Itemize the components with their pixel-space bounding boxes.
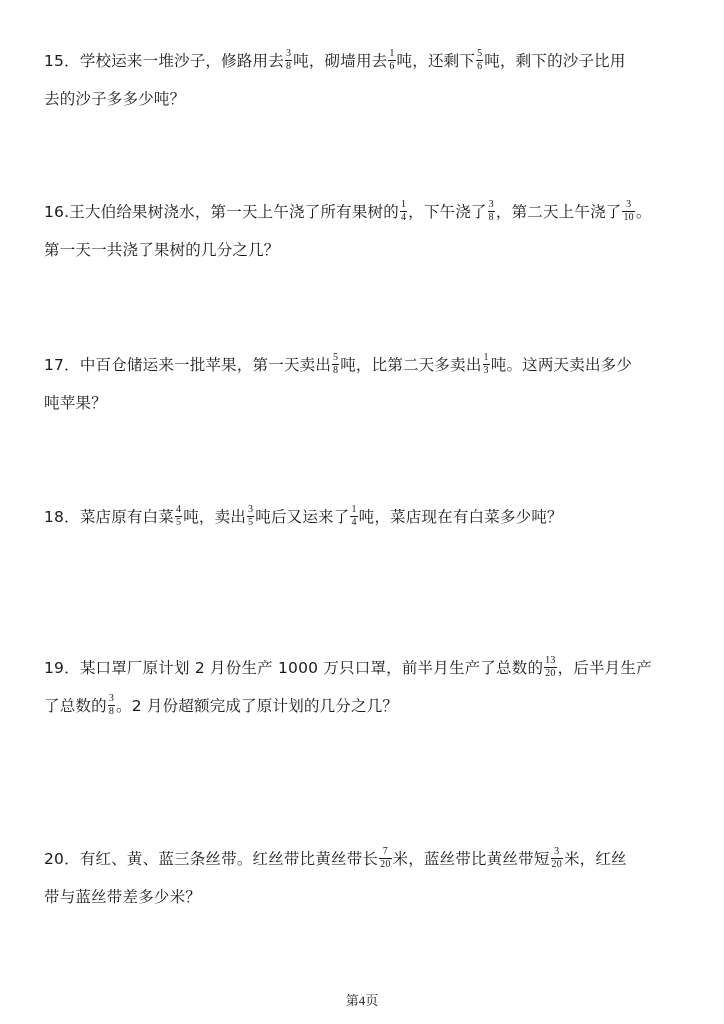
fraction <box>483 353 490 376</box>
text-run: 15．学校运来一堆沙子，修路用去 <box>44 52 284 70</box>
fraction <box>544 656 556 679</box>
fraction-denominator: 10 <box>623 212 634 223</box>
fraction <box>350 505 357 528</box>
text-run: 。 <box>635 203 652 221</box>
text-run: 18．菜店原有白菜 <box>44 508 175 526</box>
problem-line <box>44 239 684 261</box>
problem-line <box>44 88 684 110</box>
fraction <box>551 847 563 870</box>
fraction-denominator: 4 <box>351 517 357 528</box>
problem-line <box>44 657 684 680</box>
text-run: 吨后又运来了 <box>255 508 350 526</box>
problem-20 <box>44 848 684 908</box>
fraction-numerator: 1 <box>483 352 489 363</box>
fraction-numerator: 3 <box>248 504 254 515</box>
fraction-numerator: 13 <box>545 655 556 666</box>
text-run: ，第二天上午浇了 <box>495 203 622 221</box>
fraction <box>175 505 182 528</box>
fraction-numerator: 1 <box>389 48 395 59</box>
problem-16 <box>44 201 684 261</box>
problem-line <box>44 506 684 529</box>
fraction-numerator: 3 <box>108 693 115 704</box>
fraction-denominator: 6 <box>477 61 483 72</box>
text-run: ，下午浇了 <box>408 203 487 221</box>
problem-line <box>44 392 684 414</box>
fraction-numerator: 1 <box>400 199 407 210</box>
fraction-denominator: 8 <box>488 212 494 223</box>
text-run: 米，蓝丝带比黄丝带短 <box>392 850 550 868</box>
text-run: 带与蓝丝带差多少米？ <box>44 888 202 906</box>
page-number: 第4页 <box>345 993 379 1008</box>
text-run: 吨，砌墙用去 <box>293 52 388 70</box>
fraction-denominator: 6 <box>389 61 395 72</box>
text-run: 。2 月份超额完成了原计划的几分之几？ <box>116 697 399 715</box>
problem-line <box>44 848 684 871</box>
fraction-numerator: 3 <box>554 846 560 857</box>
fraction <box>622 200 634 223</box>
problem-17 <box>44 354 684 414</box>
fraction-numerator: 5 <box>477 48 483 59</box>
problem-18 <box>44 506 684 544</box>
text-run: 吨苹果？ <box>44 394 107 412</box>
text-run: 吨，剩下的沙子比用 <box>484 52 626 70</box>
text-run: 17．中百仓储运来一批苹果，第一天卖出 <box>44 356 332 374</box>
fraction-numerator: 3 <box>285 48 292 59</box>
text-run: 去的沙子多多少吨？ <box>44 90 186 108</box>
text-run: 吨，卖出 <box>183 508 247 526</box>
text-run: 第一天一共浇了果树的几分之几？ <box>44 241 280 259</box>
fraction <box>247 505 254 528</box>
fraction <box>285 49 292 72</box>
text-run: 吨，还剩下 <box>396 52 476 70</box>
fraction-numerator: 1 <box>351 504 357 515</box>
fraction <box>388 49 395 72</box>
text-run: 16.王大伯给果树浇水，第一天上午浇了所有果树的 <box>44 203 399 221</box>
problem-15 <box>44 50 684 110</box>
fraction-numerator: 5 <box>333 352 339 363</box>
fraction-denominator: 8 <box>333 365 339 376</box>
fraction <box>108 694 115 717</box>
text-run: 了总数的 <box>44 697 107 715</box>
text-run: ，后半月生产 <box>557 659 652 677</box>
text-run: 吨，菜店现在有白菜多少吨？ <box>358 508 563 526</box>
fraction-denominator: 4 <box>400 212 407 223</box>
fraction-denominator: 5 <box>176 517 182 528</box>
text-run: 20．有红、黄、蓝三条丝带。红丝带比黄丝带长 <box>44 850 379 868</box>
problem-line <box>44 201 684 224</box>
fraction-denominator: 8 <box>108 706 115 717</box>
fraction <box>488 200 495 223</box>
fraction-denominator: 20 <box>380 859 391 870</box>
problem-19 <box>44 657 684 718</box>
fraction <box>476 49 483 72</box>
fraction-denominator: 5 <box>248 517 254 528</box>
problem-line <box>44 886 684 908</box>
fraction-denominator: 20 <box>545 668 556 679</box>
fraction <box>400 200 407 223</box>
text-run: 19．某口罩厂原计划 2 月份生产 1000 万只口罩，前半月生产了总数的 <box>44 659 544 677</box>
text-run: 米，红丝 <box>563 850 627 868</box>
fraction-denominator: 20 <box>551 859 562 870</box>
fraction <box>332 353 339 376</box>
fraction-numerator: 3 <box>626 199 632 210</box>
fraction-denominator: 8 <box>285 61 292 72</box>
fraction-numerator: 4 <box>176 504 182 515</box>
text-run: 吨。这两天卖出多少 <box>490 356 633 374</box>
problem-line <box>44 354 684 377</box>
fraction-denominator: 3 <box>483 365 489 376</box>
problem-line <box>44 50 684 73</box>
fraction-numerator: 3 <box>488 199 494 210</box>
fraction-numerator: 7 <box>382 846 388 857</box>
problem-line <box>44 695 684 718</box>
text-run: 吨，比第二天多卖出 <box>340 356 482 374</box>
fraction <box>379 847 391 870</box>
